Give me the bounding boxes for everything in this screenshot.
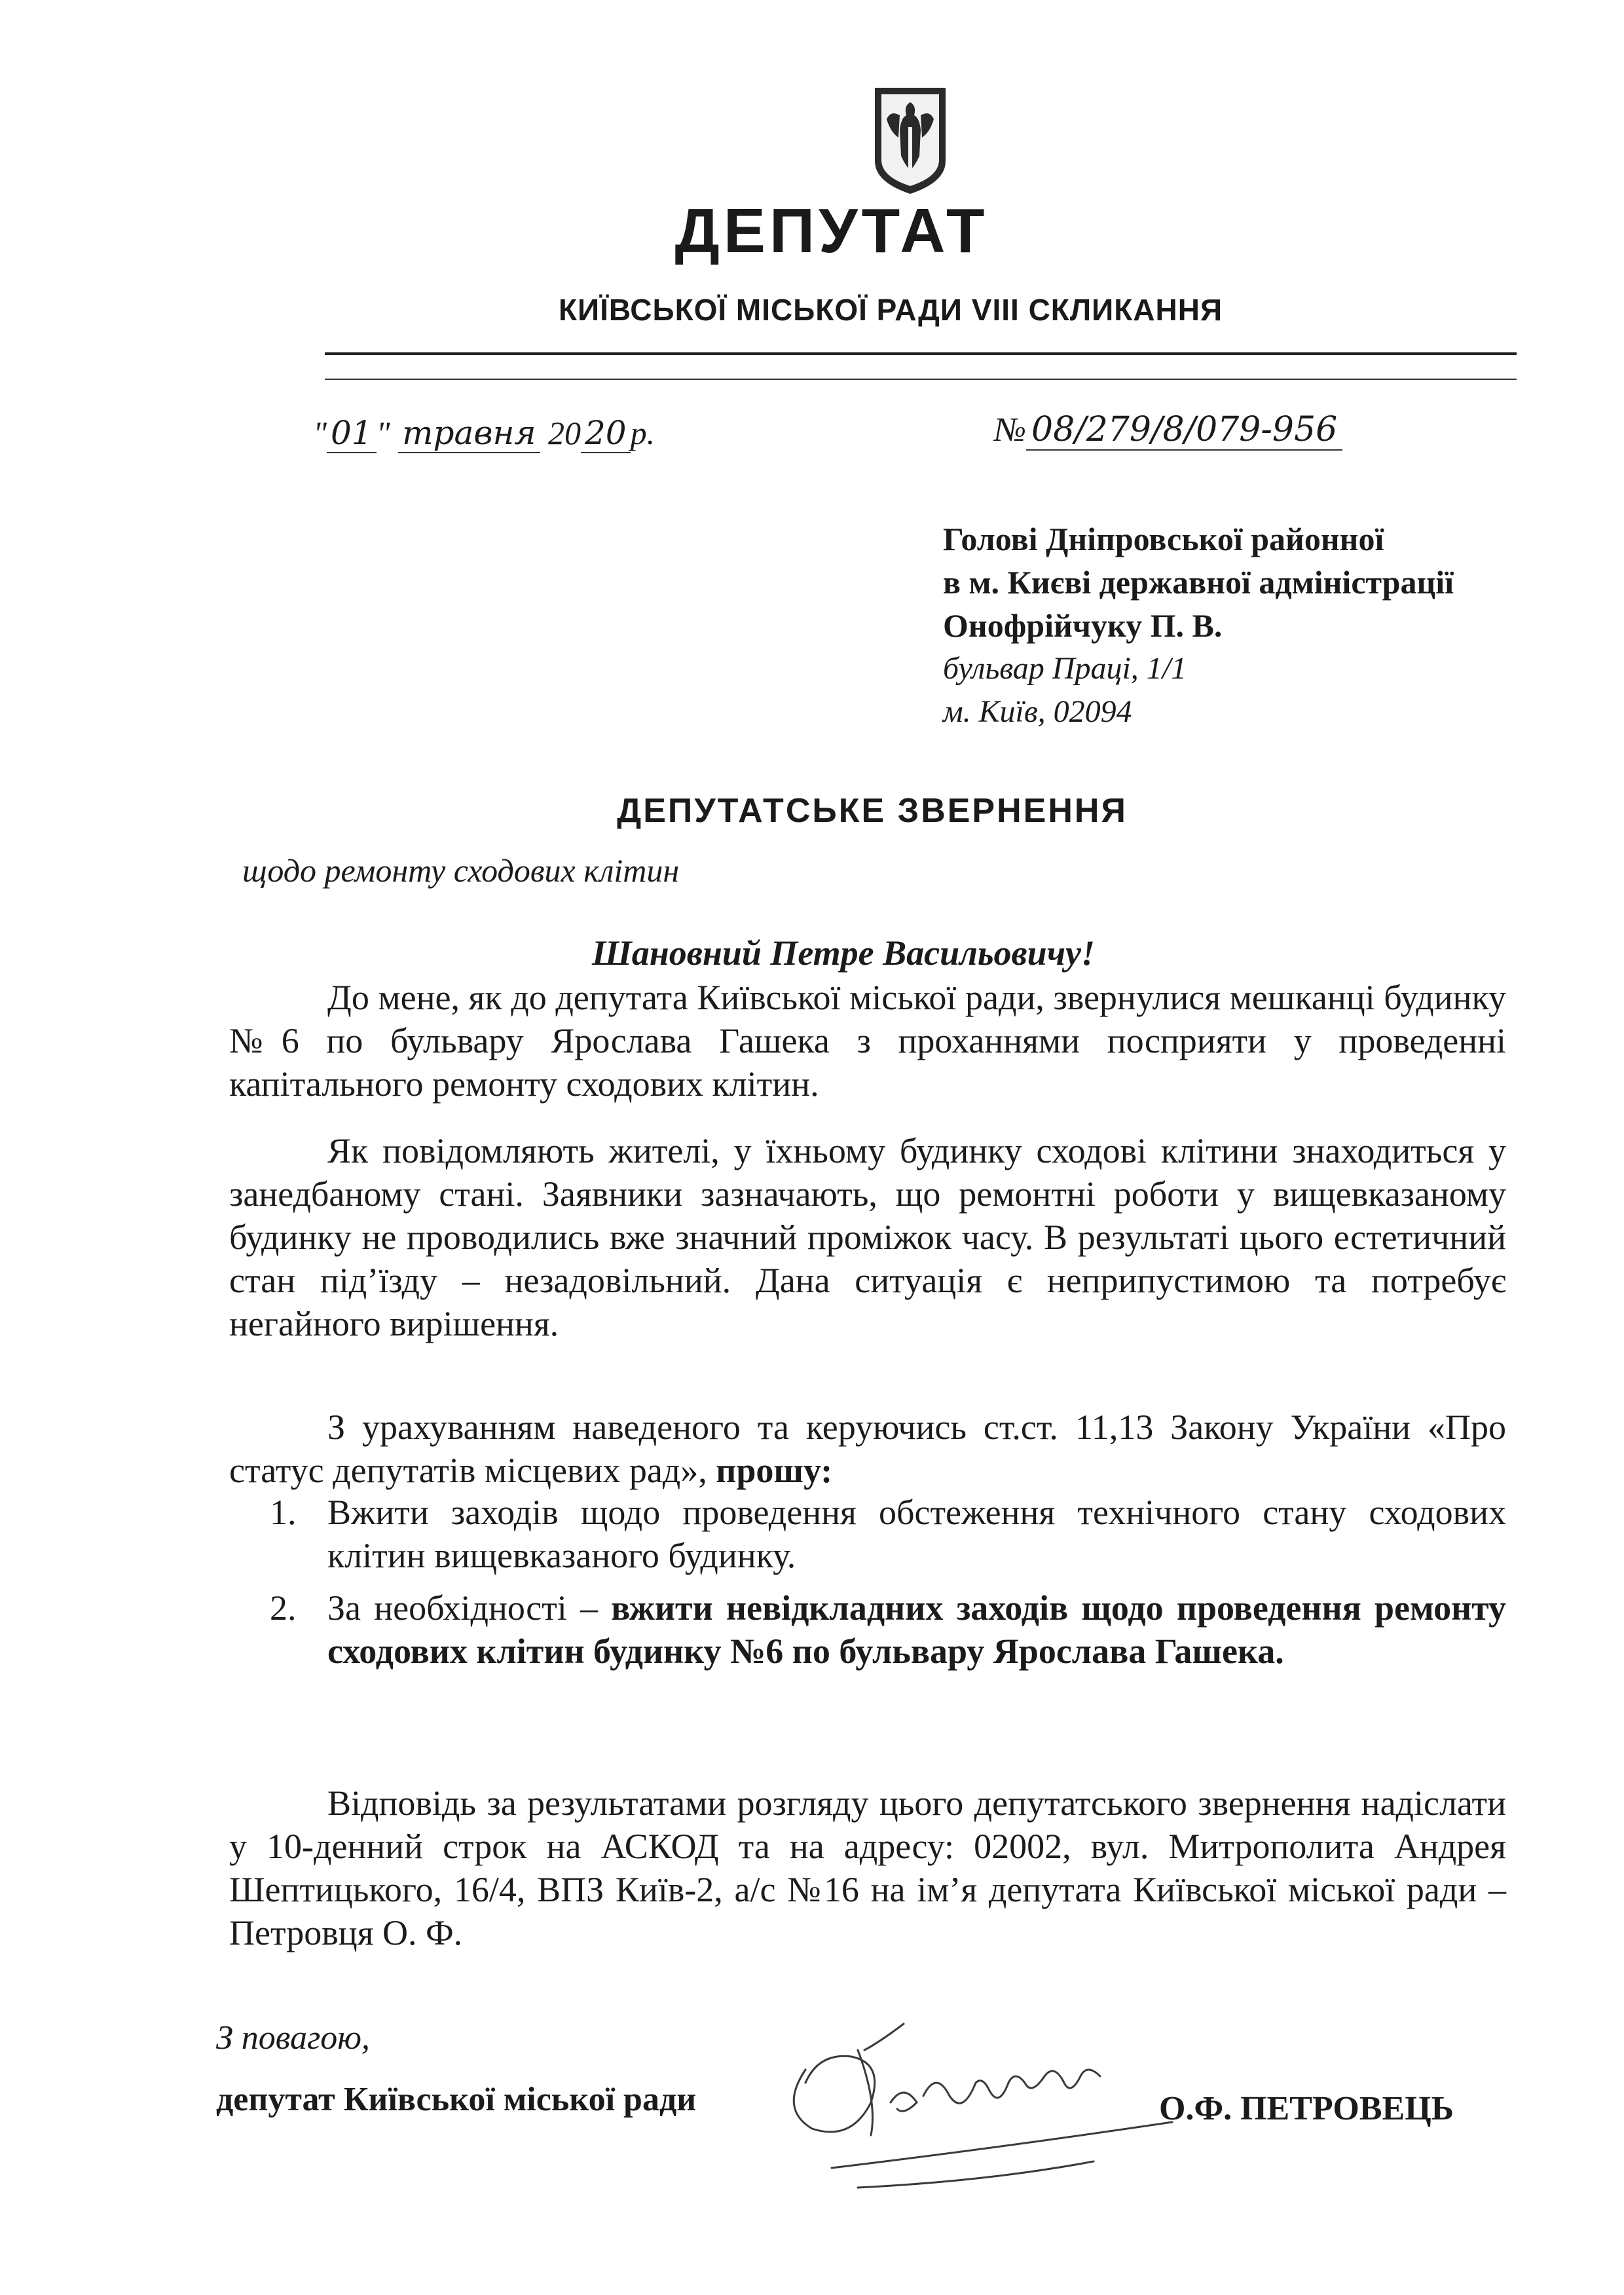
date-day: 01 [327, 414, 377, 453]
kyiv-coat-of-arms-icon [871, 84, 950, 196]
addressee-block [943, 517, 1585, 734]
paragraph-1: До мене, як до депутата Київської міської ради, звернулися мешканці будинку №6 по бульвару Ярослава Гашека з проханнями посприяти у проведенні капітального ремонту сходових клітин. [229, 978, 1506, 1104]
paragraph-4: Відповідь за результатами розгляду цього депутатського звернення надіслати у 10-денний строк на АСКОД та на адресу: 02002, вул. Митрополита Андрея Шептицького, 16/4, ВПЗ Київ-2, а/с №16 на ім’я депутата Київської міської ради – Петровця О. Ф. [229, 1783, 1506, 1952]
closing-phrase: З повагою, [216, 2019, 370, 2057]
document-title: ДЕПУТАТСЬКЕ ЗВЕРНЕННЯ [617, 792, 1128, 830]
list-item-text: Вжити заходів щодо проведення обстеження технічного стану сходових клітин вищевказаного будинку. [327, 1493, 1506, 1575]
registration-value: 08/279/8/079-956 [1026, 410, 1342, 451]
paragraph-3 [229, 1406, 1506, 1492]
document-subject: щодо ремонту сходових клітин [242, 852, 680, 889]
list-item [229, 1586, 1506, 1673]
date-year-prefix: 20 [548, 415, 581, 451]
date-month: травня [398, 414, 540, 453]
registration-number [994, 410, 1342, 449]
date-suffix: р. [630, 415, 655, 451]
list-item-number: 1. [270, 1493, 297, 1532]
signatory-title: депутат Київської міської ради [216, 2081, 697, 2118]
addressee-city: м. Київ, 02094 [943, 694, 1132, 729]
date-quote-open: " [313, 415, 327, 451]
list-item-text: За необхідності – [327, 1588, 612, 1628]
paragraph-3-text: З урахуванням наведеного та керуючись ст.ст. 11,13 Закону України «Про статус депутатів місцевих рад», [229, 1408, 1506, 1490]
page-title: ДЕПУТАТ [674, 196, 989, 266]
date-quote-close: " [376, 415, 390, 451]
date-year: 20 [581, 414, 631, 453]
addressee-street: бульвар Праці, 1/1 [943, 651, 1187, 686]
signatory-name: О.Ф. ПЕТРОВЕЦЬ [1159, 2090, 1454, 2127]
handwritten-signature [760, 1971, 1231, 2194]
document-date [313, 414, 655, 452]
addressee-line-1: Голові Дніпровської районної [943, 521, 1384, 557]
list-item [229, 1491, 1506, 1577]
paragraph-2: Як повідомляють жителі, у їхньому будинку сходові клітини знаходиться у занедбаному стані. Заявники зазначають, що ремонтні роботи у вищевказаному будинку не проводились вже значний проміжок часу. В результаті цього естетичний стан під’їзду – незадовільний. Дана ситуація є неприпустимою та потребує негайного вирішення. [229, 1131, 1506, 1343]
list-item-number: 2. [270, 1588, 297, 1628]
page-subtitle: КИЇВСЬКОЇ МІСЬКОЇ РАДИ VIII СКЛИКАННЯ [558, 293, 1223, 327]
header-divider-thick [325, 352, 1517, 355]
addressee-name: Онофрійчуку П. В. [943, 607, 1223, 644]
addressee-line-2: в м. Києві державної адміністрації [943, 564, 1454, 601]
paragraph-3-request: прошу: [716, 1451, 833, 1490]
header-divider-thin [325, 379, 1517, 380]
salutation: Шановний Петре Васильовичу! [591, 933, 1096, 973]
request-list [229, 1491, 1506, 1682]
list-item-bold-text: вжити невідкладних заходів щодо проведення ремонту сходових клітин будинку №6 по бульвару Ярослава Гашека. [327, 1588, 1506, 1671]
registration-prefix: № [994, 411, 1027, 449]
